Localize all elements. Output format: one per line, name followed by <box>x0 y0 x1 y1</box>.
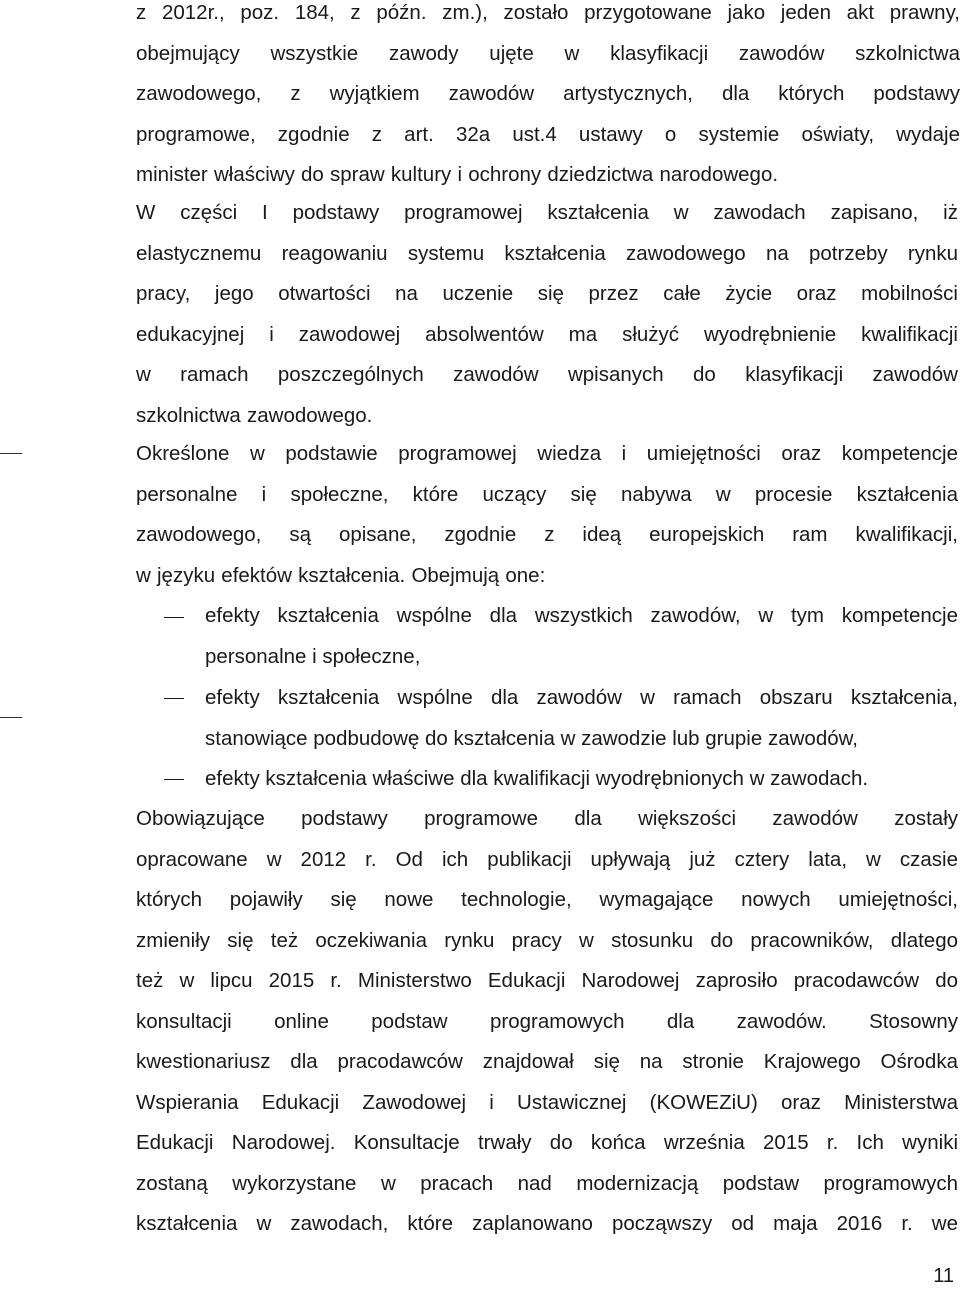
paragraph-qualifications <box>136 193 958 436</box>
text-line: stanowiące podbudowę do kształcenia w zawodzie lub grupie zawodów, <box>205 726 858 750</box>
paragraph-learning-outcomes <box>136 434 958 596</box>
list-item <box>205 759 958 800</box>
text-line: kształcenia w zawodach, które zaplanowano począwszy od maja 2016 r. we <box>136 1212 958 1235</box>
text-line: w ramach poszczególnych zawodów wpisanych do klasyfikacji zawodów <box>136 363 958 386</box>
text-line: zawodowego, są opisane, zgodnie z ideą europejskich ram kwalifikacji, <box>136 523 958 546</box>
text-line: efekty kształcenia właściwe dla kwalifikacji wyodrębnionych w zawodach. <box>205 767 869 790</box>
text-line: też w lipcu 2015 r. Ministerstwo Edukacji Narodowej zaprosiło pracodawców do <box>136 969 958 992</box>
text-line: programowe, zgodnie z art. 32a ust.4 ustawy o systemie oświaty, wydaje <box>136 122 960 146</box>
text-line: obejmujący wszystkie zawody ujęte w klasyfikacji zawodów szkolnictwa <box>136 41 960 65</box>
margin-mark-top <box>0 453 22 454</box>
text-line: efekty kształcenia wspólne dla zawodów w ramach obszaru kształcenia, <box>205 686 958 709</box>
page-number: 11 <box>933 1265 954 1287</box>
text-line: Edukacji Narodowej. Konsultacje trwały do końca września 2015 r. Ich wyniki <box>136 1131 958 1154</box>
text-line: Określone w podstawie programowej wiedza i umiejętności oraz kompetencje <box>136 442 958 465</box>
text-line: edukacyjnej i zawodowej absolwentów ma służyć wyodrębnienie kwalifikacji <box>136 322 958 346</box>
text-line: personalne i społeczne, <box>205 644 421 668</box>
paragraph-consultations <box>136 799 958 1245</box>
text-line: szkolnictwa zawodowego. <box>136 403 373 427</box>
text-line: pracy, jego otwartości na uczenie się przez całe życie oraz mobilności <box>136 282 958 305</box>
list-dash-3 <box>164 779 184 780</box>
text-line: w języku efektów kształcenia. Obejmują one: <box>136 563 546 587</box>
list-item <box>205 596 958 677</box>
list-dash-1 <box>164 617 184 618</box>
paragraph-classification-intro <box>136 0 960 196</box>
text-line: elastycznemu reagowaniu systemu kształcenia zawodowego na potrzeby rynku <box>136 241 958 265</box>
list-dash-2 <box>164 698 184 699</box>
text-line: z 2012r., poz. 184, z późn. zm.), zostało przygotowane jako jeden akt prawny, <box>136 1 960 24</box>
text-line: konsultacji online podstaw programowych dla zawodów. Stosowny <box>136 1009 958 1033</box>
text-line: W części I podstawy programowej kształcenia w zawodach zapisano, iż <box>136 201 958 224</box>
text-line: Obowiązujące podstawy programowe dla większości zawodów zostały <box>136 807 958 830</box>
text-line: zmieniły się też oczekiwania rynku pracy w stosunku do pracowników, dlatego <box>136 928 958 952</box>
text-line: personalne i społeczne, które uczący się nabywa w procesie kształcenia <box>136 482 958 506</box>
text-line: zostaną wykorzystane w pracach nad modernizacją podstaw programowych <box>136 1171 958 1195</box>
text-line: zawodowego, z wyjątkiem zawodów artystycznych, dla których podstawy <box>136 82 960 105</box>
text-line: Wspierania Edukacji Zawodowej i Ustawicznej (KOWEZiU) oraz Ministerstwa <box>136 1090 958 1114</box>
text-line: kwestionariusz dla pracodawców znajdował się na stronie Krajowego Ośrodka <box>136 1050 958 1073</box>
margin-mark-bottom <box>0 717 22 718</box>
list-item <box>205 678 958 759</box>
text-line: których pojawiły się nowe technologie, wymagające nowych umiejętności, <box>136 888 958 911</box>
text-line: minister właściwy do spraw kultury i ochrony dziedzictwa narodowego. <box>136 163 779 186</box>
text-line: efekty kształcenia wspólne dla wszystkich zawodów, w tym kompetencje <box>205 604 958 627</box>
text-line: opracowane w 2012 r. Od ich publikacji upływają już cztery lata, w czasie <box>136 847 958 871</box>
